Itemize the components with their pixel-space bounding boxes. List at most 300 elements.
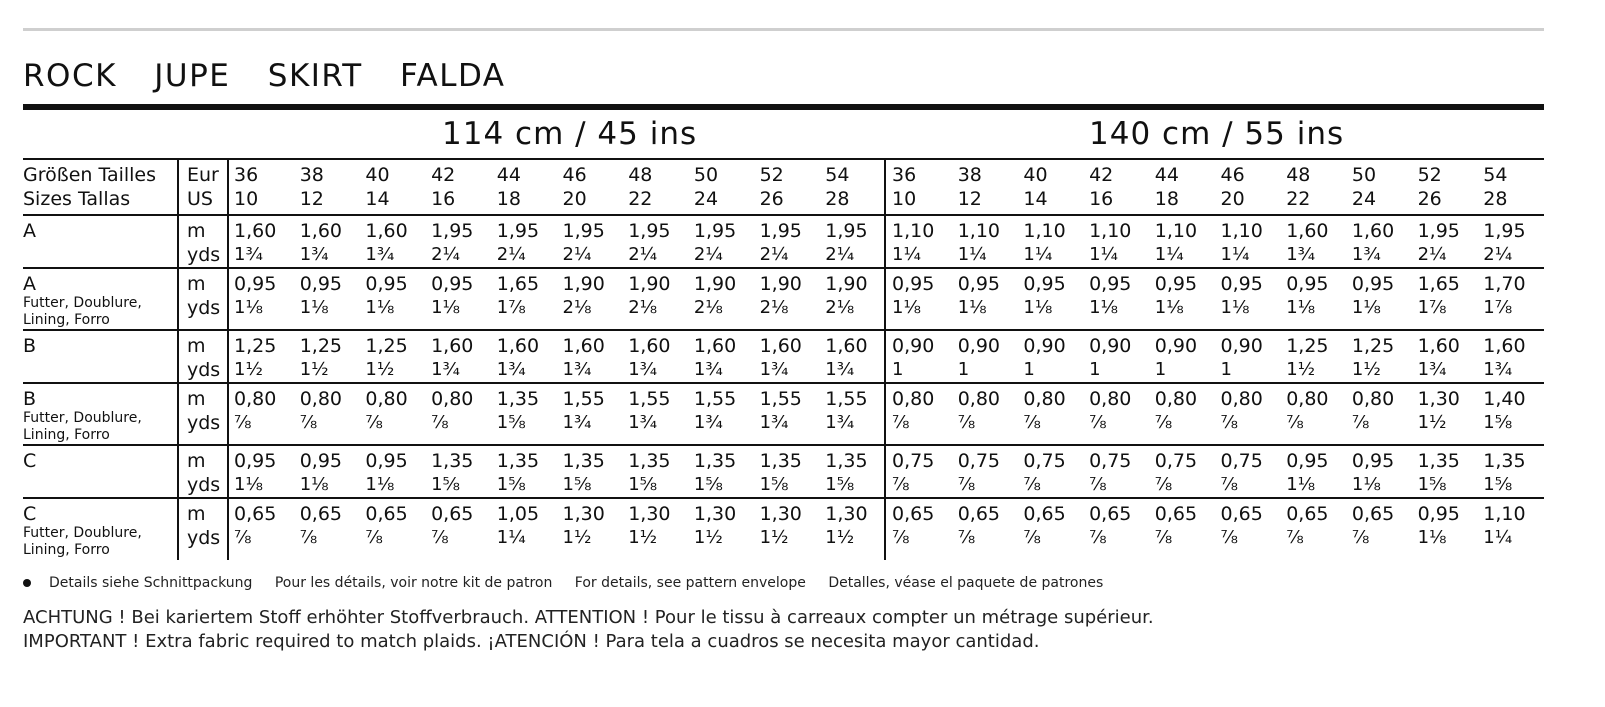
unit-yds: yds: [187, 297, 221, 319]
eur-size: 46: [562, 164, 587, 186]
us-label: US: [187, 188, 213, 210]
yard-value: 1⅛: [1417, 527, 1447, 548]
meter-value: 1,30: [825, 503, 868, 525]
meter-value: 1,60: [1286, 220, 1329, 242]
eur-size: 38: [957, 164, 982, 186]
view-label: B: [23, 388, 37, 410]
unit-yds: yds: [187, 244, 221, 266]
yard-value: 1: [957, 359, 970, 380]
yard-value: 1¾: [1351, 244, 1381, 265]
meter-value: 0,75: [1089, 450, 1132, 472]
eur-size: 42: [431, 164, 456, 186]
meter-value: 0,95: [1286, 450, 1329, 472]
yard-value: 1: [1220, 359, 1232, 380]
meter-value: 1,60: [299, 220, 342, 242]
yard-value: 1⅛: [1220, 297, 1250, 318]
yard-value: 2¼: [759, 244, 789, 265]
yard-value: 1⅛: [234, 297, 263, 318]
yard-value: 1¾: [234, 244, 263, 265]
yard-value: 1⅝: [1483, 474, 1513, 495]
size-column-rule: [227, 158, 229, 560]
yard-value: 2⅛: [825, 297, 855, 318]
meter-value: 1,35: [693, 450, 737, 472]
yard-value: ⅞: [892, 474, 910, 495]
meter-value: 1,35: [1483, 450, 1526, 472]
yard-value: ⅞: [1023, 474, 1041, 495]
yard-value: ⅞: [431, 527, 449, 548]
yard-value: 1⅛: [1089, 297, 1118, 318]
meter-value: 0,95: [1023, 273, 1066, 295]
yard-value: 1⅝: [825, 474, 855, 495]
lining-label: Lining, Forro: [23, 312, 110, 328]
yard-value: 1⅝: [759, 474, 789, 495]
yard-value: 1½: [825, 527, 855, 548]
yard-value: 1⅛: [365, 474, 395, 495]
us-size: 14: [1023, 188, 1048, 210]
meter-value: 1,10: [892, 220, 935, 242]
meter-value: 1,90: [759, 273, 802, 295]
us-size: 22: [1286, 188, 1311, 210]
yard-value: ⅞: [1351, 527, 1370, 548]
yard-value: 1⅛: [431, 297, 460, 318]
yard-value: 1⅛: [1351, 297, 1381, 318]
width-divider-rule: [884, 158, 886, 560]
view-label: C: [23, 450, 37, 472]
meter-value: 0,65: [1351, 503, 1395, 525]
footnote: [23, 575, 1121, 591]
yard-value: 1¼: [1089, 244, 1118, 265]
meter-value: 1,95: [693, 220, 737, 242]
meter-value: 1,95: [431, 220, 474, 242]
yard-value: 1¾: [825, 359, 855, 380]
plaid-warning-2: IMPORTANT ! Extra fabric required to match plaids. ¡ATENCIÓN ! Para tela a cuadros se necesita mayor cantidad.: [23, 631, 1040, 652]
yard-value: 2⅛: [693, 297, 723, 318]
yard-value: 1⅝: [693, 474, 723, 495]
meter-value: 1,60: [825, 335, 868, 357]
yard-value: 1½: [299, 359, 329, 380]
us-size: 24: [1351, 188, 1377, 210]
us-size: 12: [299, 188, 324, 210]
meter-value: 0,65: [892, 503, 935, 525]
yard-value: 1⅛: [1286, 297, 1316, 318]
meter-value: 1,25: [365, 335, 408, 357]
eur-size: 50: [693, 164, 719, 186]
meter-value: 0,80: [1154, 388, 1198, 410]
meter-value: 1,95: [628, 220, 671, 242]
meter-value: 1,90: [628, 273, 671, 295]
us-size: 18: [1154, 188, 1179, 210]
meter-value: 1,30: [693, 503, 737, 525]
meter-value: 0,65: [1023, 503, 1066, 525]
lining-label: Futter, Doublure,: [23, 525, 142, 541]
yard-value: 1¼: [957, 244, 987, 265]
meter-value: 0,80: [957, 388, 1000, 410]
meter-value: 1,25: [1351, 335, 1395, 357]
meter-value: 0,65: [957, 503, 1000, 525]
meter-value: 0,80: [431, 388, 474, 410]
meter-value: 1,35: [1417, 450, 1460, 472]
meter-value: 1,95: [1483, 220, 1526, 242]
meter-value: 0,90: [957, 335, 1000, 357]
unit-yds: yds: [187, 359, 221, 381]
title-rule: [23, 104, 1544, 110]
eur-size: 48: [628, 164, 653, 186]
row-divider: [23, 497, 1544, 499]
meter-value: 0,90: [1089, 335, 1132, 357]
meter-value: 1,10: [1089, 220, 1132, 242]
page-title: [23, 58, 532, 94]
unit-m: m: [187, 450, 206, 472]
view-label: C: [23, 503, 37, 525]
view-label: A: [23, 273, 36, 295]
meter-value: 1,60: [1351, 220, 1395, 242]
meter-value: 0,95: [892, 273, 935, 295]
meter-value: 1,30: [562, 503, 605, 525]
yard-value: 1½: [234, 359, 263, 380]
yard-value: 1½: [1351, 359, 1381, 380]
eur-size: 36: [234, 164, 259, 186]
yard-value: 1¼: [892, 244, 921, 265]
meter-value: 1,10: [1023, 220, 1066, 242]
meter-value: 1,70: [1483, 273, 1526, 295]
unit-m: m: [187, 335, 206, 357]
meter-value: 1,35: [431, 450, 474, 472]
yard-value: ⅞: [892, 412, 910, 433]
us-size: 20: [562, 188, 587, 210]
meter-value: 1,25: [1286, 335, 1329, 357]
yard-value: 1¾: [496, 359, 526, 380]
yard-value: ⅞: [892, 527, 910, 548]
yard-value: 1⅛: [1023, 297, 1053, 318]
eur-size: 52: [1417, 164, 1442, 186]
us-size: 24: [693, 188, 719, 210]
size-label-2: Sizes Tallas: [23, 188, 131, 210]
unit-m: m: [187, 220, 206, 242]
yard-value: 1⅝: [496, 412, 526, 433]
yard-value: 1⅛: [299, 474, 329, 495]
meter-value: 1,10: [1220, 220, 1263, 242]
us-size: 28: [825, 188, 850, 210]
meter-value: 1,10: [1154, 220, 1198, 242]
meter-value: 0,75: [1023, 450, 1066, 472]
meter-value: 1,35: [562, 450, 605, 472]
row-divider: [23, 382, 1544, 384]
yard-value: 1¾: [1286, 244, 1316, 265]
eur-size: 44: [1154, 164, 1179, 186]
row-divider: [23, 444, 1544, 446]
meter-value: 1,55: [825, 388, 868, 410]
size-label-1: Größen Tailles: [23, 164, 157, 186]
yard-value: 2¼: [825, 244, 855, 265]
meter-value: 1,35: [759, 450, 802, 472]
meter-value: 1,35: [496, 450, 540, 472]
eur-size: 54: [1483, 164, 1508, 186]
meter-value: 1,55: [562, 388, 605, 410]
meter-value: 1,60: [234, 220, 277, 242]
yard-value: ⅞: [1220, 412, 1238, 433]
yard-value: 1¼: [1483, 527, 1513, 548]
meter-value: 1,55: [693, 388, 737, 410]
meter-value: 0,95: [365, 273, 408, 295]
yard-value: 1½: [693, 527, 723, 548]
unit-m: m: [187, 273, 206, 295]
yard-value: 1¾: [365, 244, 395, 265]
unit-yds: yds: [187, 474, 221, 496]
meter-value: 1,60: [562, 335, 605, 357]
yard-value: ⅞: [1220, 527, 1238, 548]
eur-size: 50: [1351, 164, 1377, 186]
yard-value: 2¼: [562, 244, 592, 265]
meter-value: 1,60: [431, 335, 474, 357]
eur-size: 44: [496, 164, 521, 186]
meter-value: 1,10: [957, 220, 1000, 242]
meter-value: 0,80: [365, 388, 408, 410]
yard-value: 1½: [628, 527, 658, 548]
meter-value: 1,05: [496, 503, 540, 525]
yard-value: ⅞: [1220, 474, 1238, 495]
top-rule: [23, 28, 1544, 31]
view-label: B: [23, 335, 37, 357]
meter-value: 0,95: [1351, 273, 1395, 295]
eur-size: 36: [892, 164, 917, 186]
meter-value: 1,60: [496, 335, 540, 357]
meter-value: 0,80: [1351, 388, 1395, 410]
yard-value: 1⅝: [1483, 412, 1513, 433]
meter-value: 0,80: [1023, 388, 1066, 410]
meter-value: 0,95: [1417, 503, 1460, 525]
meter-value: 1,40: [1483, 388, 1526, 410]
view-label: A: [23, 220, 36, 242]
meter-value: 0,75: [1154, 450, 1198, 472]
yard-value: 1⅞: [1483, 297, 1513, 318]
yard-value: ⅞: [299, 527, 318, 548]
meter-value: 1,55: [759, 388, 802, 410]
yard-value: 2¼: [1483, 244, 1513, 265]
meter-value: 0,90: [892, 335, 935, 357]
meter-value: 1,60: [693, 335, 737, 357]
us-size: 14: [365, 188, 390, 210]
title-en: SKIRT: [267, 58, 363, 94]
yard-value: ⅞: [1286, 527, 1304, 548]
yard-value: 1½: [1286, 359, 1316, 380]
yard-value: ⅞: [1023, 412, 1041, 433]
unit-yds: yds: [187, 527, 221, 549]
fabric-width-140: 140 cm / 55 ins: [1089, 116, 1345, 152]
yard-value: 1¾: [628, 412, 658, 433]
meter-value: 0,90: [1220, 335, 1263, 357]
meter-value: 0,95: [299, 273, 342, 295]
yard-value: 1½: [365, 359, 395, 380]
meter-value: 1,60: [759, 335, 802, 357]
unit-column-rule: [177, 158, 179, 560]
title-fr: JUPE: [154, 58, 231, 94]
yard-value: 1¾: [693, 359, 723, 380]
unit-m: m: [187, 388, 206, 410]
meter-value: 1,60: [1483, 335, 1526, 357]
meter-value: 0,65: [1220, 503, 1263, 525]
yard-value: 1¾: [759, 359, 789, 380]
yard-value: ⅞: [299, 412, 318, 433]
us-size: 20: [1220, 188, 1245, 210]
yard-value: 1⅛: [892, 297, 921, 318]
yard-value: 2⅛: [759, 297, 789, 318]
yard-value: 1½: [759, 527, 789, 548]
yard-value: ⅞: [1089, 527, 1107, 548]
yard-value: 1¾: [562, 359, 592, 380]
meter-value: 0,95: [1089, 273, 1132, 295]
meter-value: 1,25: [299, 335, 342, 357]
meter-value: 0,95: [1154, 273, 1198, 295]
plaid-warning-1: ACHTUNG ! Bei kariertem Stoff erhöhter Stoffverbrauch. ATTENTION ! Pour le tissu à carreaux compter un métrage supérieur.: [23, 607, 1154, 628]
meter-value: 0,65: [1154, 503, 1198, 525]
footnote-fr: Pour les détails, voir notre kit de patron: [274, 575, 553, 591]
yard-value: ⅞: [957, 412, 976, 433]
yard-value: 1⅛: [365, 297, 395, 318]
yard-value: ⅞: [1154, 474, 1173, 495]
yard-value: 1¼: [1220, 244, 1250, 265]
yard-value: ⅞: [1089, 412, 1107, 433]
yard-value: 1¾: [562, 412, 592, 433]
meter-value: 0,95: [365, 450, 408, 472]
meter-value: 1,95: [825, 220, 868, 242]
meter-value: 0,80: [1089, 388, 1132, 410]
yard-value: 2⅛: [562, 297, 592, 318]
meter-value: 1,60: [628, 335, 671, 357]
lining-label: Lining, Forro: [23, 427, 110, 443]
meter-value: 0,80: [1220, 388, 1263, 410]
yard-value: 1⅝: [1417, 474, 1447, 495]
meter-value: 0,80: [299, 388, 342, 410]
yard-value: 1½: [562, 527, 592, 548]
yard-value: ⅞: [1023, 527, 1041, 548]
meter-value: 1,35: [825, 450, 868, 472]
yard-value: 2¼: [693, 244, 723, 265]
yard-value: 1¼: [496, 527, 526, 548]
yard-value: 1⅛: [299, 297, 329, 318]
meter-value: 0,95: [299, 450, 342, 472]
yard-value: 1¾: [1483, 359, 1513, 380]
footnote-de: Details siehe Schnittpackung: [49, 575, 253, 591]
meter-value: 0,80: [234, 388, 277, 410]
yard-value: 1: [1089, 359, 1101, 380]
meter-value: 0,90: [1154, 335, 1198, 357]
unit-m: m: [187, 503, 206, 525]
bullet-icon: [23, 579, 31, 587]
us-size: 10: [234, 188, 259, 210]
yard-value: 1⅛: [1286, 474, 1316, 495]
yard-value: 1¾: [759, 412, 789, 433]
yard-value: 1¾: [825, 412, 855, 433]
meter-value: 0,95: [1220, 273, 1263, 295]
meter-value: 0,65: [365, 503, 408, 525]
meter-value: 1,95: [1417, 220, 1460, 242]
yard-value: 1⅛: [1154, 297, 1184, 318]
us-size: 18: [496, 188, 521, 210]
meter-value: 1,55: [628, 388, 671, 410]
meter-value: 0,95: [234, 450, 277, 472]
meter-value: 0,95: [234, 273, 277, 295]
yard-value: ⅞: [234, 412, 252, 433]
us-size: 16: [431, 188, 456, 210]
meter-value: 1,95: [759, 220, 802, 242]
header-top-rule: [23, 158, 1544, 160]
yard-value: 2¼: [1417, 244, 1447, 265]
meter-value: 1,30: [628, 503, 671, 525]
yard-value: ⅞: [1286, 412, 1304, 433]
eur-size: 46: [1220, 164, 1245, 186]
yard-value: ⅞: [365, 527, 383, 548]
yard-value: 1: [892, 359, 904, 380]
us-size: 16: [1089, 188, 1114, 210]
us-size: 26: [1417, 188, 1442, 210]
us-size: 28: [1483, 188, 1508, 210]
yard-value: ⅞: [1154, 527, 1173, 548]
meter-value: 1,35: [628, 450, 671, 472]
yard-value: 1⅝: [562, 474, 592, 495]
yard-value: 1⅞: [496, 297, 526, 318]
meter-value: 0,65: [299, 503, 342, 525]
yard-value: 1¾: [693, 412, 723, 433]
yard-value: 1¼: [1154, 244, 1184, 265]
meter-value: 1,25: [234, 335, 277, 357]
meter-value: 1,95: [496, 220, 540, 242]
meter-value: 0,65: [234, 503, 277, 525]
eur-size: 38: [299, 164, 324, 186]
unit-yds: yds: [187, 412, 221, 434]
us-size: 10: [892, 188, 917, 210]
yard-value: ⅞: [1089, 474, 1107, 495]
yard-value: 1¼: [1023, 244, 1053, 265]
yard-value: ⅞: [957, 474, 976, 495]
yard-value: 1⅝: [431, 474, 460, 495]
yard-value: ⅞: [1351, 412, 1370, 433]
yard-value: ⅞: [365, 412, 383, 433]
yard-value: 1: [1154, 359, 1167, 380]
meter-value: 0,75: [957, 450, 1000, 472]
yard-value: 1¾: [1417, 359, 1447, 380]
footnote-en: For details, see pattern envelope: [574, 575, 806, 591]
meter-value: 0,95: [1351, 450, 1395, 472]
title-es: FALDA: [400, 58, 506, 94]
yard-value: 1¾: [431, 359, 460, 380]
yard-value: 1¾: [299, 244, 329, 265]
meter-value: 0,65: [1286, 503, 1329, 525]
eur-size: 54: [825, 164, 850, 186]
meter-value: 0,80: [892, 388, 935, 410]
yard-value: 1⅛: [1351, 474, 1381, 495]
eur-size: 40: [1023, 164, 1048, 186]
yard-value: 2¼: [628, 244, 658, 265]
meter-value: 0,90: [1023, 335, 1066, 357]
us-size: 26: [759, 188, 784, 210]
yard-value: 1⅝: [496, 474, 526, 495]
yard-value: 1: [1023, 359, 1035, 380]
meter-value: 1,10: [1483, 503, 1526, 525]
meter-value: 1,90: [562, 273, 605, 295]
eur-size: 42: [1089, 164, 1114, 186]
lining-label: Futter, Doublure,: [23, 295, 142, 311]
meter-value: 0,95: [431, 273, 474, 295]
yard-value: 1¾: [628, 359, 658, 380]
meter-value: 1,30: [759, 503, 802, 525]
footnote-es: Detalles, véase el paquete de patrones: [828, 575, 1104, 591]
yard-value: ⅞: [431, 412, 449, 433]
meter-value: 1,95: [562, 220, 605, 242]
us-size: 22: [628, 188, 653, 210]
yard-value: 1⅞: [1417, 297, 1447, 318]
meter-value: 0,65: [431, 503, 474, 525]
eur-size: 40: [365, 164, 390, 186]
